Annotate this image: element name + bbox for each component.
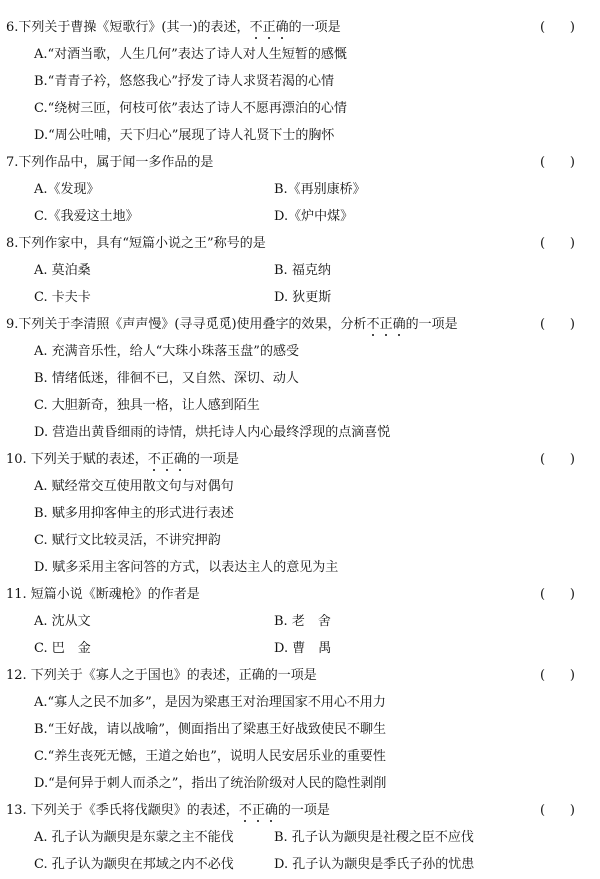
stem-text: 的一项是 — [405, 317, 458, 332]
option-13a: A. 孔子认为颛臾是东蒙之主不能伐 — [34, 830, 234, 845]
option-7b: B.《再别康桥》 — [274, 182, 366, 197]
emphasis-not-correct — [239, 803, 278, 818]
emphasis-char: 确 — [392, 317, 406, 332]
stem-text: 的一项是 — [186, 452, 239, 467]
emphasis-char: 正 — [251, 803, 265, 818]
answer-blank-12[interactable]: ( ) — [540, 668, 575, 683]
option-7c: C.《我爱这土地》 — [34, 209, 139, 224]
option-9d: D. 营造出黄昏细雨的诗情，烘托诗人内心最终浮现的点滴喜悦 — [34, 425, 391, 440]
option-7a: A.《发现》 — [34, 182, 100, 197]
answer-blank-7[interactable]: ( ) — [540, 155, 575, 170]
question-12-stem: 12. 下列关于《寡人之于国也》的表述，正确的一项是 — [6, 668, 317, 683]
question-8-stem: 8.下列作家中，具有“短篇小说之王”称号的是 — [6, 236, 266, 251]
question-10-stem — [6, 452, 239, 468]
option-11d: D. 曹 禺 — [274, 641, 332, 656]
emphasis-char: 不 — [366, 317, 380, 332]
answer-blank-6[interactable]: ( ) — [540, 20, 575, 35]
answer-blank-8[interactable]: ( ) — [540, 236, 575, 251]
question-7-stem: 7.下列作品中，属于闻一多作品的是 — [6, 155, 214, 170]
option-6a: A.“对酒当歌，人生几何”表达了诗人对人生短暂的感慨 — [34, 47, 347, 62]
option-13c: C. 孔子认为颛臾在邦域之内不必伐 — [34, 857, 234, 872]
emphasis-char: 不 — [238, 803, 252, 818]
answer-blank-13[interactable]: ( ) — [540, 803, 575, 818]
emphasis-char: 正 — [379, 317, 393, 332]
option-11c: C. 巴 金 — [34, 641, 91, 656]
option-13b: B. 孔子认为颛臾是社稷之臣不应伐 — [274, 830, 474, 845]
option-9a: A. 充满音乐性，给人“大珠小珠落玉盘”的感受 — [34, 344, 299, 359]
option-6b: B.“青青子衿，悠悠我心”抒发了诗人求贤若渴的心情 — [34, 74, 334, 89]
option-12b: B.“王好战，请以战喻”，侧面指出了梁惠王好战致使民不聊生 — [34, 722, 386, 737]
emphasis-char: 确 — [173, 452, 187, 467]
answer-blank-9[interactable]: ( ) — [540, 317, 575, 332]
option-10b: B. 赋多用抑客伸主的形式进行表述 — [34, 506, 234, 521]
emphasis-char: 正 — [160, 452, 174, 467]
option-9c: C. 大胆新奇，独具一格，让人感到陌生 — [34, 398, 260, 413]
option-12a: A.“寡人之民不加多”，是因为梁惠王对治理国家不用心不用力 — [34, 695, 386, 710]
question-9-stem — [6, 317, 458, 333]
option-13d: D. 孔子认为颛臾是季氏子孙的忧患 — [274, 857, 475, 872]
option-12c: C.“养生丧死无憾，王道之始也”，说明人民安居乐业的重要性 — [34, 749, 386, 764]
stem-text: 9.下列关于李清照《声声慢》(寻寻觅觅)使用叠字的效果，分析 — [6, 317, 367, 332]
option-12d: D.“是何异于刺人而杀之”，指出了统治阶级对人民的隐性剥削 — [34, 776, 387, 791]
stem-text: 的一项是 — [288, 20, 341, 35]
answer-blank-11[interactable]: ( ) — [540, 587, 575, 602]
emphasis-char: 不 — [249, 20, 263, 35]
emphasis-not-correct — [148, 452, 187, 467]
question-13-stem — [6, 803, 330, 819]
emphasis-char: 正 — [262, 20, 276, 35]
option-11b: B. 老 舍 — [274, 614, 331, 629]
option-8c: C. 卡夫卡 — [34, 290, 91, 305]
option-7d: D.《炉中煤》 — [274, 209, 354, 224]
option-10d: D. 赋多采用主客问答的方式，以表达主人的意见为主 — [34, 560, 339, 575]
option-6c: C.“绕树三匝，何枝可依”表达了诗人不愿再漂泊的心情 — [34, 101, 347, 116]
option-10c: C. 赋行文比较灵活，不讲究押韵 — [34, 533, 221, 548]
question-6-stem — [6, 20, 341, 36]
emphasis-char: 不 — [147, 452, 161, 467]
option-6d: D.“周公吐哺，天下归心”展现了诗人礼贤下士的胸怀 — [34, 128, 335, 143]
stem-text: 6.下列关于曹操《短歌行》(其一)的表述， — [6, 20, 250, 35]
emphasis-char: 确 — [275, 20, 289, 35]
option-11a: A. 沈从文 — [34, 614, 91, 629]
stem-text: 10. 下列关于赋的表述， — [6, 452, 148, 467]
emphasis-not-correct — [367, 317, 406, 332]
option-8a: A. 莫泊桑 — [34, 263, 91, 278]
answer-blank-10[interactable]: ( ) — [540, 452, 575, 467]
stem-text: 13. 下列关于《季氏将伐颛臾》的表述， — [6, 803, 239, 818]
option-8b: B. 福克纳 — [274, 263, 331, 278]
option-9b: B. 情绪低迷，徘徊不已，又自然、深切、动人 — [34, 371, 299, 386]
emphasis-char: 确 — [264, 803, 278, 818]
option-10a: A. 赋经常交互使用散文句与对偶句 — [34, 479, 234, 494]
stem-text: 的一项是 — [277, 803, 330, 818]
question-11-stem: 11. 短篇小说《断魂枪》的作者是 — [6, 587, 200, 602]
emphasis-not-correct — [250, 20, 289, 35]
option-8d: D. 狄更斯 — [274, 290, 332, 305]
